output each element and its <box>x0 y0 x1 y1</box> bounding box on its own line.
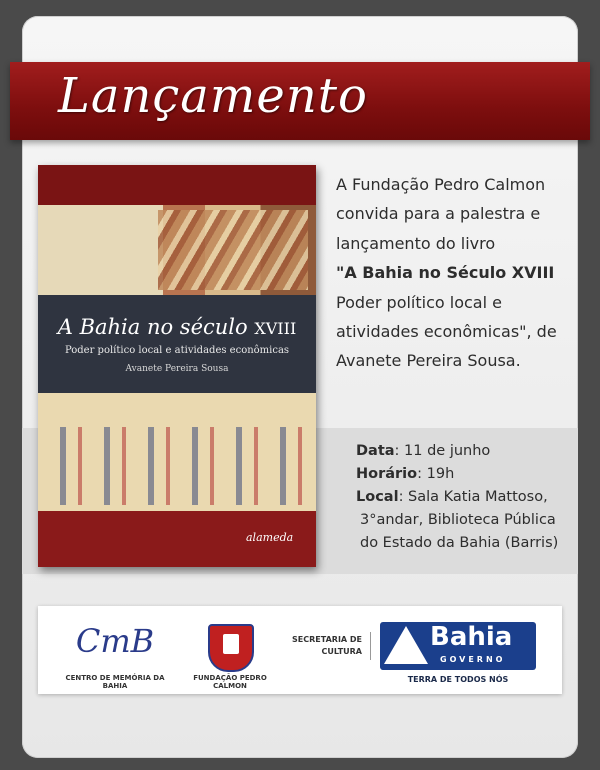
book-title-roman: XVIII <box>254 319 297 338</box>
cmb-name: CENTRO DE MEMÓRIA DA BAHIA <box>65 674 165 690</box>
place-label: Local <box>356 489 399 505</box>
date-label: Data <box>356 443 395 459</box>
invitation-text <box>336 170 586 376</box>
event-time <box>356 463 586 486</box>
cover-painting-city <box>158 210 308 290</box>
secretaria-cultura <box>290 634 362 658</box>
place-value: : Sala Katia Mattoso, <box>398 489 548 505</box>
book-title-text: A Bahia no século <box>57 315 248 339</box>
invitation-line: Poder político local e <box>336 292 502 312</box>
logo-divider <box>370 632 371 660</box>
banner-title: Lançamento <box>58 68 368 124</box>
book-author: Avanete Pereira Sousa <box>125 364 229 374</box>
cover-figures <box>48 427 306 505</box>
event-place-line: do Estado da Bahia (Barris) <box>360 535 559 551</box>
book-title <box>38 315 316 339</box>
event-date <box>356 440 586 463</box>
secretaria-line: CULTURA <box>321 647 362 656</box>
fpc-crest-icon <box>208 624 254 672</box>
invitation-line: convida para a palestra e <box>336 204 541 224</box>
invitation-line: lançamento do livro <box>336 233 496 253</box>
invitation-line: A Fundação Pedro Calmon <box>336 175 546 194</box>
book-subtitle: Poder político local e atividades econômicas <box>64 345 290 356</box>
event-place <box>356 486 586 509</box>
time-value: : 19h <box>417 466 455 482</box>
bahia-word: Bahia <box>430 622 513 652</box>
bahia-tagline: TERRA DE TODOS NÓS <box>407 675 509 684</box>
invitation-line: Avanete Pereira Sousa. <box>336 351 521 371</box>
cover-title-band <box>38 295 316 393</box>
fpc-name: FUNDAÇÃO PEDRO CALMON <box>193 674 267 690</box>
invitation-line: atividades econômicas", de <box>336 322 557 342</box>
publisher-logo: alameda <box>246 531 294 544</box>
secretaria-line: SECRETARIA DE <box>292 635 362 644</box>
title-banner <box>10 62 590 140</box>
cmb-logo: CmB <box>75 622 155 660</box>
cover-top-band <box>38 165 316 205</box>
book-cover <box>38 165 316 567</box>
event-place-line: 3°andar, Biblioteca Pública <box>360 512 556 528</box>
event-details <box>356 440 586 555</box>
time-label: Horário <box>356 466 418 482</box>
invitation-book-title: "A Bahia no Século XVIII <box>336 263 555 283</box>
date-value: : 11 de junho <box>394 443 491 459</box>
bahia-governo: GOVERNO <box>440 655 506 664</box>
bahia-triangle-icon <box>384 626 428 664</box>
